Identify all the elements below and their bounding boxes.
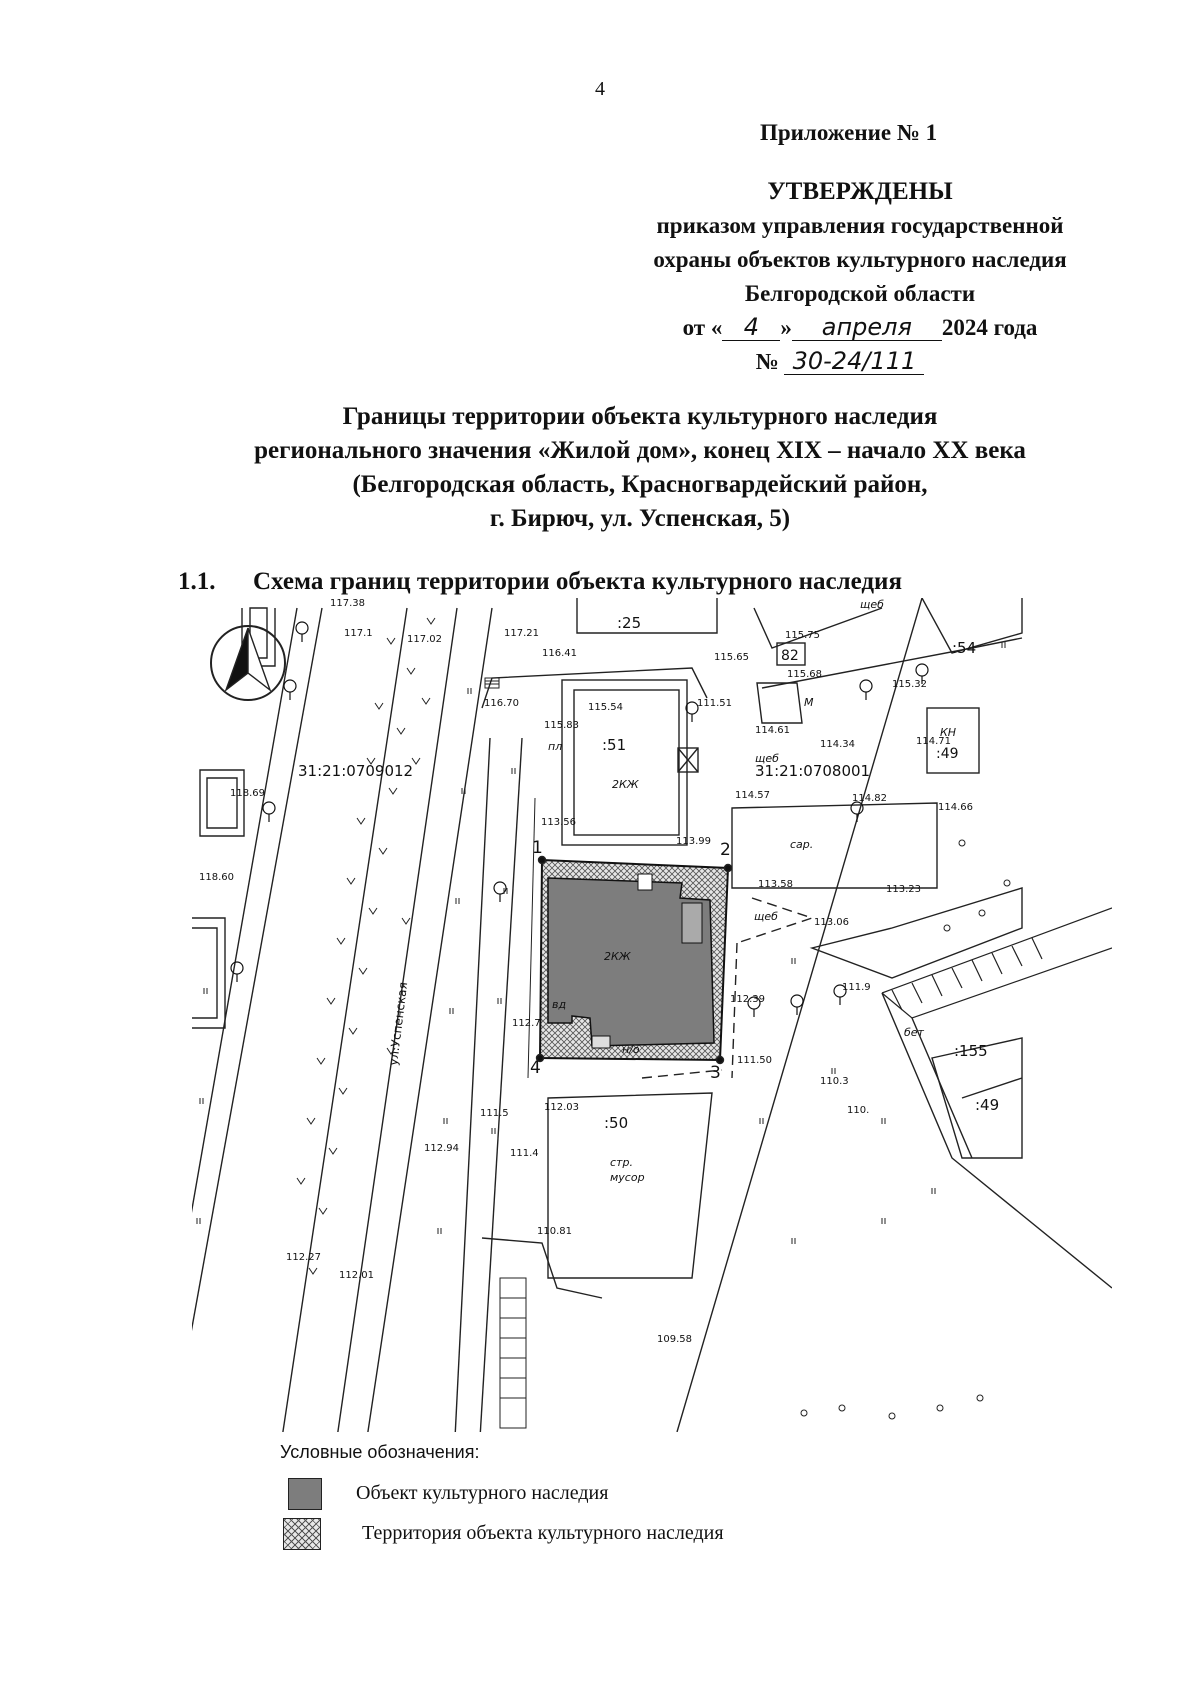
curb-block bbox=[200, 770, 244, 836]
slope-hatching bbox=[882, 908, 1112, 1018]
dashed-line bbox=[732, 898, 812, 1078]
svg-text:113.23: 113.23 bbox=[886, 884, 921, 895]
title-line: г. Бирюч, ул. Успенская, 5) bbox=[489, 505, 791, 532]
legend-label: Объект культурного наследия bbox=[356, 1482, 609, 1504]
building-m bbox=[757, 683, 802, 723]
svg-text:113.56: 113.56 bbox=[541, 817, 576, 828]
svg-text:114.71: 114.71 bbox=[916, 736, 951, 747]
surface-label: вд bbox=[552, 998, 567, 1011]
svg-text:111.9: 111.9 bbox=[842, 982, 871, 993]
svg-text:112.7: 112.7 bbox=[512, 1018, 541, 1029]
corner-label: 2 bbox=[720, 840, 731, 860]
svg-text:111.51: 111.51 bbox=[697, 698, 732, 709]
corner-label: 1 bbox=[532, 838, 543, 858]
building-code: сар. bbox=[790, 838, 814, 851]
svg-text:118.69: 118.69 bbox=[230, 788, 265, 799]
svg-text:110.81: 110.81 bbox=[537, 1226, 572, 1237]
legend-label: Территория объекта культурного наследия bbox=[362, 1522, 724, 1544]
svg-text:113.06: 113.06 bbox=[814, 917, 849, 928]
parcel-label: :51 bbox=[602, 736, 627, 754]
parcel-label: :50 bbox=[604, 1114, 629, 1132]
title-line: регионального значения «Жилой дом», конец XIX – начало XX века bbox=[254, 437, 1026, 464]
date-prefix: от « bbox=[682, 315, 723, 340]
road-edge bbox=[367, 608, 492, 1432]
svg-text:114.34: 114.34 bbox=[820, 739, 855, 750]
street-name: ул.Успенская bbox=[386, 981, 411, 1067]
building-code: М bbox=[804, 696, 814, 709]
section-number: 1.1. bbox=[178, 568, 216, 595]
legend-swatch-heritage-object bbox=[288, 1478, 322, 1510]
svg-text:112.39: 112.39 bbox=[730, 994, 765, 1005]
corner-label: 4 bbox=[530, 1058, 541, 1078]
svg-text:114.82: 114.82 bbox=[852, 793, 887, 804]
svg-text:117.02: 117.02 bbox=[407, 634, 442, 645]
building-code: КН bbox=[940, 726, 957, 739]
approval-heading: УТВЕРЖДЕНЫ bbox=[767, 178, 953, 205]
building-code: стр. bbox=[610, 1156, 633, 1169]
appendix-label: Приложение № 1 bbox=[760, 120, 938, 145]
legend-swatch-heritage-territory bbox=[283, 1518, 321, 1550]
date-mid: » bbox=[780, 315, 792, 340]
svg-text:112.01: 112.01 bbox=[339, 1270, 374, 1281]
cadastral-quarter: 31:21:0708001 bbox=[755, 762, 871, 780]
parcel-label: :49 bbox=[975, 1096, 1000, 1114]
page-number: 4 bbox=[595, 78, 605, 100]
building-51 bbox=[562, 680, 687, 845]
parcel-label: :54 bbox=[952, 639, 977, 657]
parcel-50 bbox=[548, 1093, 712, 1278]
approval-line: охраны объектов культурного наследия bbox=[653, 247, 1067, 272]
parcel-outline bbox=[812, 888, 1022, 978]
parcel-outline bbox=[754, 608, 882, 648]
approval-number bbox=[560, 345, 1120, 379]
approval-block bbox=[580, 175, 1140, 379]
building-code: мусор bbox=[610, 1171, 645, 1184]
approval-line: Белгородской области bbox=[744, 281, 976, 306]
title-line: (Белгородская область, Красногвардейский район, bbox=[352, 471, 928, 498]
boundary-map bbox=[192, 598, 1112, 1432]
road-edge bbox=[455, 738, 490, 1432]
svg-text:114.66: 114.66 bbox=[938, 802, 973, 813]
surface-label: щеб bbox=[860, 598, 884, 611]
svg-text:111.5: 111.5 bbox=[480, 1108, 509, 1119]
stairs bbox=[485, 678, 526, 1428]
building-code: 2КЖ bbox=[612, 778, 639, 791]
svg-text:112.27: 112.27 bbox=[286, 1252, 321, 1263]
section-title: Схема границ территории объекта культурного наследия bbox=[253, 568, 902, 595]
approval-line: приказом управления государственной bbox=[656, 213, 1064, 238]
svg-text:111.4: 111.4 bbox=[510, 1148, 539, 1159]
svg-text:115.32: 115.32 bbox=[892, 679, 927, 690]
road-edge bbox=[282, 608, 407, 1432]
number-value: 30-24/111 bbox=[784, 348, 924, 375]
svg-text:114.57: 114.57 bbox=[735, 790, 770, 801]
building-code: 2КЖ bbox=[604, 950, 631, 963]
title-line: Границы территории объекта культурного наследия bbox=[342, 403, 938, 430]
svg-text:110.: 110. bbox=[847, 1105, 870, 1116]
surface-label: пл bbox=[548, 740, 563, 753]
road-edge bbox=[192, 608, 322, 1432]
surface-label: бет bbox=[904, 1026, 924, 1039]
svg-text:116.41: 116.41 bbox=[542, 648, 577, 659]
parcel-label: :25 bbox=[617, 614, 642, 632]
svg-text:110.3: 110.3 bbox=[820, 1076, 849, 1087]
svg-text:115.75: 115.75 bbox=[785, 630, 820, 641]
surface-label: щеб bbox=[755, 752, 779, 765]
legend-title: Условные обозначения: bbox=[280, 1442, 480, 1462]
svg-text:115.54: 115.54 bbox=[588, 702, 623, 713]
svg-text:118.60: 118.60 bbox=[199, 872, 234, 883]
road-edge bbox=[192, 608, 297, 1432]
svg-text:115.68: 115.68 bbox=[787, 669, 822, 680]
north-arrow-icon bbox=[211, 626, 285, 700]
date-suffix: 2024 года bbox=[941, 315, 1038, 340]
svg-text:114.61: 114.61 bbox=[755, 725, 790, 736]
parcel-label: :155 bbox=[954, 1042, 988, 1060]
approval-date bbox=[580, 311, 1140, 345]
date-month: апреля bbox=[792, 314, 942, 341]
building-sar bbox=[732, 803, 937, 888]
parcel-label: 82 bbox=[781, 648, 799, 664]
document-title bbox=[150, 400, 1130, 536]
svg-text:113.99: 113.99 bbox=[676, 836, 711, 847]
svg-text:113.58: 113.58 bbox=[758, 879, 793, 890]
parcel-25 bbox=[577, 598, 717, 633]
svg-text:112.03: 112.03 bbox=[544, 1102, 579, 1113]
grass-marks bbox=[297, 618, 435, 1274]
svg-text:111.50: 111.50 bbox=[737, 1055, 772, 1066]
parcel-label: :49 bbox=[936, 746, 959, 762]
road-edge bbox=[480, 738, 522, 1432]
curb-block bbox=[192, 918, 225, 1028]
svg-text:116.70: 116.70 bbox=[484, 698, 519, 709]
svg-text:112.94: 112.94 bbox=[424, 1143, 459, 1154]
svg-text:115.83: 115.83 bbox=[544, 720, 579, 731]
svg-text:109.58: 109.58 bbox=[657, 1334, 692, 1345]
cadastral-quarter: 31:21:0709012 bbox=[298, 762, 414, 780]
corner-label: 3 bbox=[710, 1063, 721, 1083]
svg-text:115.65: 115.65 bbox=[714, 652, 749, 663]
surface-label: н/о bbox=[622, 1043, 640, 1056]
svg-text:117.1: 117.1 bbox=[344, 628, 373, 639]
date-day: 4 bbox=[722, 314, 780, 341]
svg-text:117.38: 117.38 bbox=[330, 598, 365, 609]
svg-text:117.21: 117.21 bbox=[504, 628, 539, 639]
surface-label: щеб bbox=[754, 910, 778, 923]
corner-point bbox=[725, 865, 732, 872]
number-prefix: № bbox=[755, 349, 779, 374]
